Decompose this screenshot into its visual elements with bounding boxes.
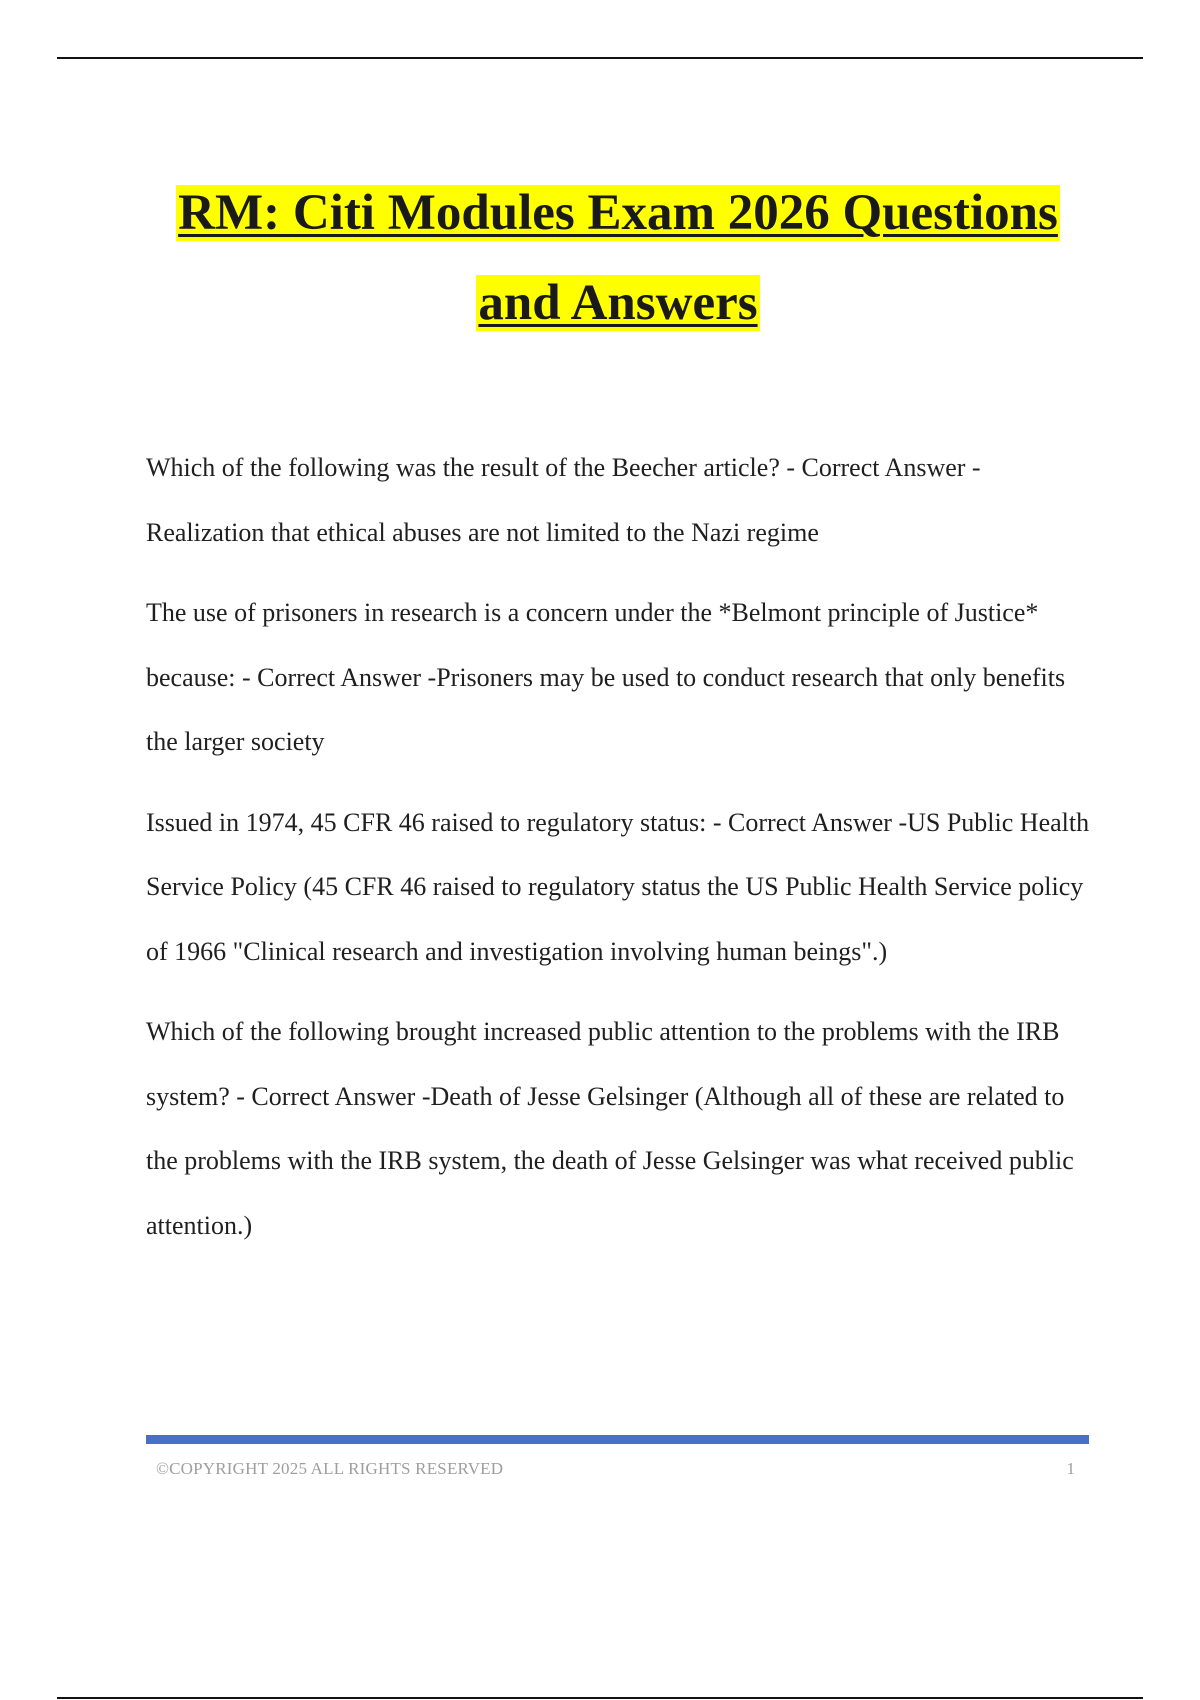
qa-item-3: Issued in 1974, 45 CFR 46 raised to regulatory status: - Correct Answer -US Public Health Service Policy (45 CFR 46 raised to regulatory status the US Public Health Service policy of 1966 "Clinical research and investigation involving human beings".) (146, 807, 1090, 966)
qa-item-4: Which of the following brought increased public attention to the problems with the IRB system? - Correct Answer -Death of Jesse Gelsinger (Although all of these are related to the problems with the IRB system, the death of Jesse Gelsinger was what received public attention.) (146, 1017, 1074, 1240)
title-line-1: RM: Citi Modules Exam 2026 Questions (178, 185, 1058, 241)
title-line-2: and Answers (478, 275, 758, 331)
document-body (146, 436, 1096, 1274)
document-title (100, 168, 1136, 348)
footer-bar (146, 1435, 1089, 1444)
qa-item-2: The use of prisoners in research is a concern under the *Belmont principle of Justice* because: - Correct Answer -Prisoners may be used to conduct research that only benefits the larger society (146, 598, 1066, 756)
page-number: 1 (1066, 1459, 1075, 1478)
bottom-rule (57, 1697, 1143, 1699)
qa-item-1: Which of the following was the result of the Beecher article? - Correct Answer -Realization that ethical abuses are not limited to the Nazi regime (146, 453, 981, 547)
top-rule (57, 57, 1143, 59)
footer-copyright: ©COPYRIGHT 2025 ALL RIGHTS RESERVED (156, 1459, 504, 1478)
